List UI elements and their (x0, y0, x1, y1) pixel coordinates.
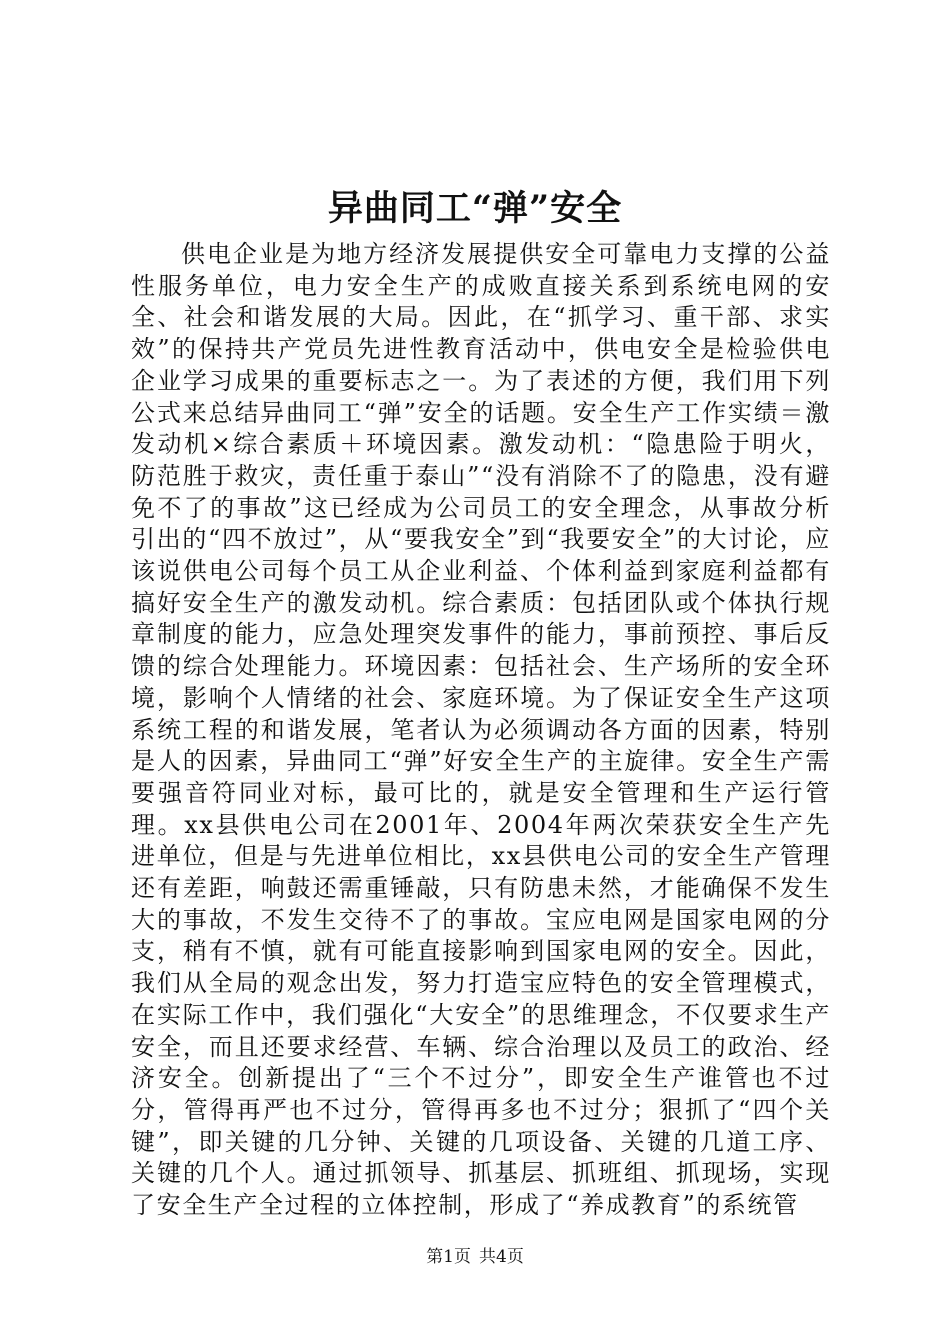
page-footer (0, 1246, 950, 1268)
page-number-current: 第1页 (426, 1247, 471, 1267)
document-body-paragraph: 供电企业是为地方经济发展提供安全可靠电力支撑的公益性服务单位，电力安全生产的成败直接关系到系统电网的安全、社会和谐发展的大局。因此，在“抓学习、重干部、求实效”的保持共产党员先进性教育活动中，供电安全是检验供电企业学习成果的重要标志之一。为了表述的方便，我们用下列公式来总结异曲同工“弹”安全的话题。安全生产工作实绩＝激发动机×综合素质＋环境因素。激发动机：“隐患险于明火，防范胜于救灾，责任重于泰山”“没有消除不了的隐患，没有避免不了的事故”这已经成为公司员工的安全理念，从事故分析引出的“四不放过”，从“要我安全”到“我要安全”的大讨论，应该说供电公司每个员工从企业利益、个体利益到家庭利益都有搞好安全生产的激发动机。综合素质：包括团队或个体执行规章制度的能力，应急处理突发事件的能力，事前预控、事后反馈的综合处理能力。环境因素：包括社会、生产场所的安全环境，影响个人情绪的社会、家庭环境。为了保证安全生产这项系统工程的和谐发展，笔者认为必须调动各方面的因素，特别是人的因素，异曲同工“弹”好安全生产的主旋律。安全生产需要强音符同业对标，最可比的，就是安全管理和生产运行管理。xx县供电公司在2001年、2004年两次荣获安全生产先进单位，但是与先进单位相比，xx县供电公司的安全生产管理还有差距，响鼓还需重锤敲，只有防患未然，才能确保不发生大的事故，不发生交待不了的事故。宝应电网是国家电网的分支，稍有不慎，就有可能直接影响到国家电网的安全。因此，我们从全局的观念出发，努力打造宝应特色的安全管理模式，在实际工作中，我们强化“大安全”的思维理念，不仅要求生产安全，而且还要求经营、车辆、综合治理以及员工的政治、经济安全。创新提出了“三个不过分”，即安全生产谁管也不过分，管得再严也不过分，管得再多也不过分；狠抓了“四个关键”，即关键的几分钟、关键的几项设备、关键的几道工序、关键的几个人。通过抓领导、抓基层、抓班组、抓现场，实现了安全生产全过程的立体控制，形成了“养成教育”的系统管 (131, 240, 831, 1220)
document-title: 异曲同工“弹”安全 (327, 188, 623, 229)
page-number-total: 共4页 (479, 1247, 524, 1267)
